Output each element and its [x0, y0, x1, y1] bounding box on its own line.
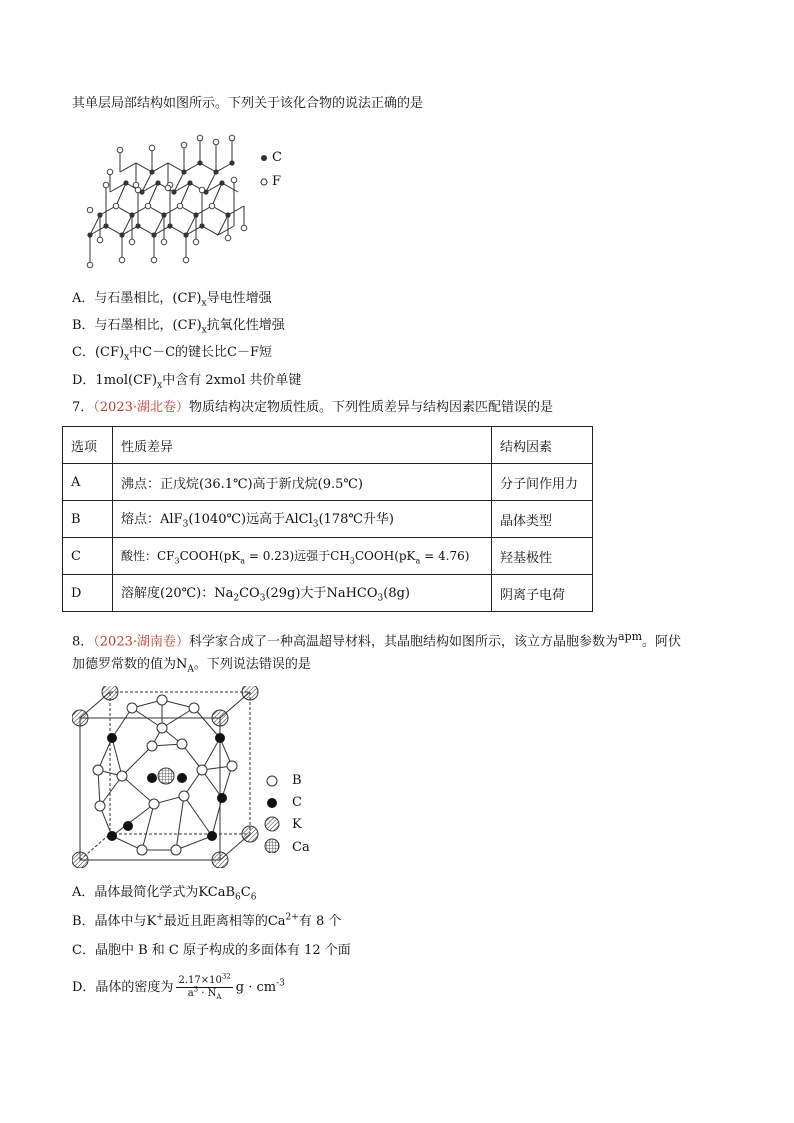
density-fraction: $\frac{2.17\times 10^{32}}{a^3 \cdot N_A}$ — [178, 972, 231, 1001]
q8-option-d: D．晶体的密度为 $\frac{2.17\times 10^{32}}{a^3 \cdot N_A}$ $g \cdot cm^{-3}$ — [72, 972, 285, 1001]
calcium-legend-dot — [265, 839, 279, 853]
legend-b-label: B — [292, 773, 302, 788]
potassium-legend-dot — [265, 817, 279, 831]
q6-option-b: B．与石墨相比，$(CF)_x$抗氧化性增强 — [72, 318, 285, 336]
legend-markers — [259, 153, 271, 193]
q7-table — [62, 426, 593, 612]
q6-option-a: A．与石墨相比，$(CF)_x$导电性增强 — [72, 291, 272, 309]
q8-option-b: B．晶体中与K+最近且距离相等的$Ca^{2+}$有 8 个 — [72, 912, 342, 929]
q8-option-a: A．晶体最简化学式为$KCaB_6C_6$ — [72, 885, 257, 903]
q8-option-c: C．晶胞中 B 和 C 原子构成的多面体有 12 个面 — [72, 943, 351, 958]
q6-stem: 其单层局部结构如图所示。下列关于该化合物的说法正确的是 — [72, 96, 424, 111]
legend-f-label: F — [272, 174, 282, 189]
q8-stem-line2: 加德罗常数的值为$N_A$。下列说法错误的是 — [72, 657, 311, 675]
fluorine-legend-dot — [261, 179, 267, 185]
q8-stem-line1: 8．（2023·湖南卷）科学家合成了一种高温超导材料，其晶胞结构如图所示，该立方晶胞参数为$^{apm}$。阿伏 — [72, 630, 682, 650]
legend-k-label: K — [292, 817, 302, 832]
legend-ca-label: Ca — [292, 840, 310, 855]
q8-legend-markers — [263, 773, 283, 853]
crystal-cell-figure — [72, 686, 262, 868]
carbon-legend-dot — [261, 155, 267, 161]
table-row: C 酸性：$CF_3COOH(pK_a = 0.23)$远强于$CH_3COOH(pK_a = 4.76)$ 羟基极性 — [63, 538, 593, 575]
cf-structure-figure — [72, 130, 252, 275]
table-row: D 溶解度(20℃)：$Na_2CO_3(29g)$大于NaHCO$_3$(8g) 阴离子电荷 — [63, 575, 593, 612]
boron-legend-dot — [267, 776, 277, 786]
q6-option-d: D．$1mol(CF)_x$中含有 2xmol 共价单键 — [72, 373, 302, 391]
table-row: B 熔点：AlF$_3$(1040℃)远高于AlCl$_3$(178℃升华) 晶体类型 — [63, 501, 593, 538]
legend-c-label: C — [272, 150, 282, 165]
q6-option-c: C．$(CF)_x$中C－C的键长比C－F短 — [72, 345, 273, 363]
table-row: A 沸点：正戊烷(36.1℃)高于新戊烷(9.5℃) 分子间作用力 — [63, 464, 593, 501]
carbon-legend-dot — [267, 798, 277, 808]
legend-c2-label: C — [292, 795, 302, 810]
table-header-row: 选项 性质差异 结构因素 — [63, 427, 593, 464]
q7-stem: 7．（2023·湖北卷）物质结构决定物质性质。下列性质差异与结构因素匹配错误的是 — [72, 400, 554, 415]
